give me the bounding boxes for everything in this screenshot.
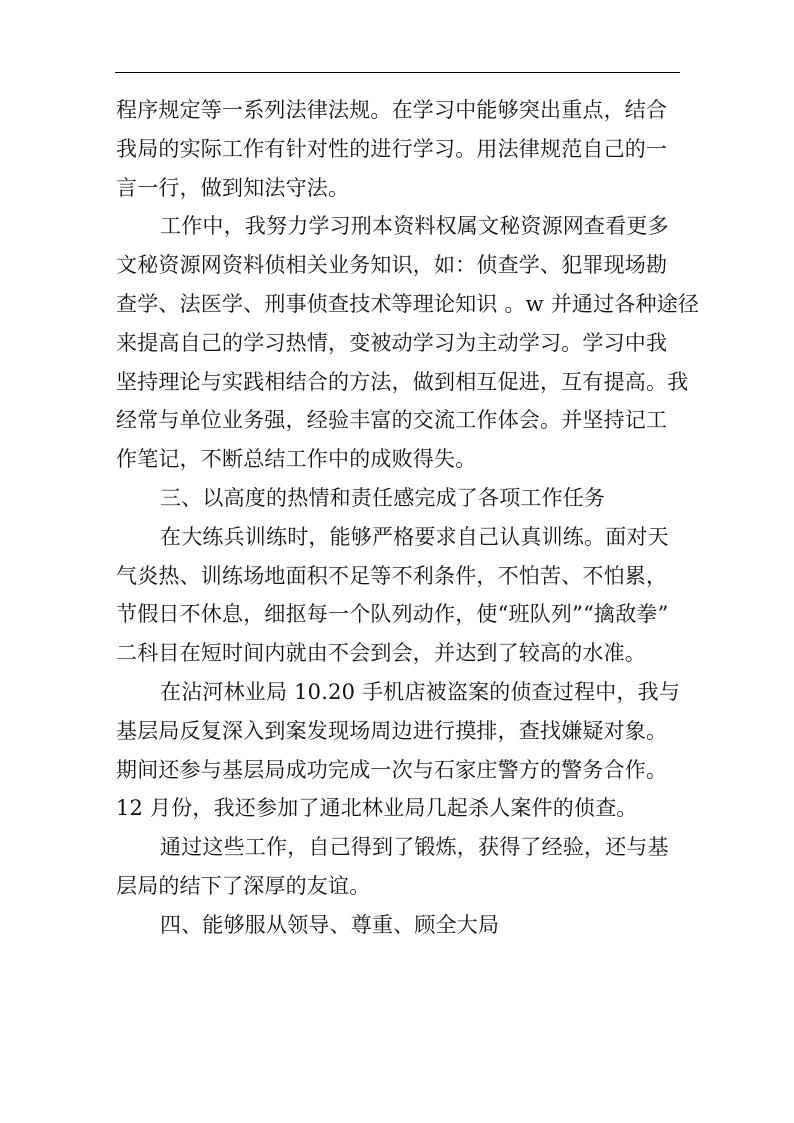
text-line: 查学、法医学、刑事侦查技术等理论知识 。w 并通过各种途径 — [116, 291, 700, 316]
text-line: 言一行，做到知法守法。 — [116, 175, 350, 200]
text-line: 在大练兵训练时，能够严格要求自己认真训练。面对天 — [160, 524, 669, 549]
text-line: 文秘资源网资料侦相关业务知识，如：侦查学、犯罪现场勘 — [116, 253, 668, 278]
text-line: 来提高自己的学习热情，变被动学习为主动学习。学习中我 — [116, 330, 668, 355]
text-line: 经常与单位业务强，经验丰富的交流工作体会。并坚持记工 — [116, 408, 668, 433]
text-line: 程序规定等一系列法律法规。在学习中能够突出重点，结合 — [116, 98, 668, 122]
text-line: 在沾河林业局 10.20 手机店被盗案的侦查过程中，我与 — [160, 679, 681, 704]
header-rule — [115, 72, 680, 73]
text-line: 层局的结下了深厚的友谊。 — [116, 873, 371, 898]
text-line: 坚持理论与实践相结合的方法，做到相互促进，互有提高。我 — [116, 369, 689, 394]
text-line: 期间还参与基层局成功完成一次与石家庄警方的警务合作。 — [116, 757, 668, 782]
text-line: 作笔记，不断总结工作中的成败得失。 — [116, 447, 477, 472]
text-line: 工作中，我努力学习刑本资料权属文秘资源网查看更多 — [160, 214, 669, 239]
text-line: 四、能够服从领导、尊重、顾全大局 — [160, 912, 500, 937]
text-line: 基层局反复深入到案发现场周边进行摸排，查找嫌疑对象。 — [116, 718, 668, 743]
text-line: 我局的实际工作有针对性的进行学习。用法律规范自己的一 — [116, 136, 668, 161]
text-line: 通过这些工作，自己得到了锻炼，获得了经验，还与基 — [160, 835, 669, 860]
text-line: 节假日不休息，细抠每一个队列动作，使“班队列”“擒敌拳” — [116, 602, 669, 627]
text-line: 二科目在短时间内就由不会到会，并达到了较高的水准。 — [116, 641, 646, 666]
body-text — [116, 91, 700, 945]
text-line: 12 月份，我还参加了通北林业局几起杀人案件的侦查。 — [116, 796, 638, 821]
text-line: 气炎热、训练场地面积不足等不利条件，不怕苦、不怕累， — [116, 563, 668, 588]
text-line: 三、以高度的热情和责任感完成了各项工作任务 — [160, 485, 606, 510]
